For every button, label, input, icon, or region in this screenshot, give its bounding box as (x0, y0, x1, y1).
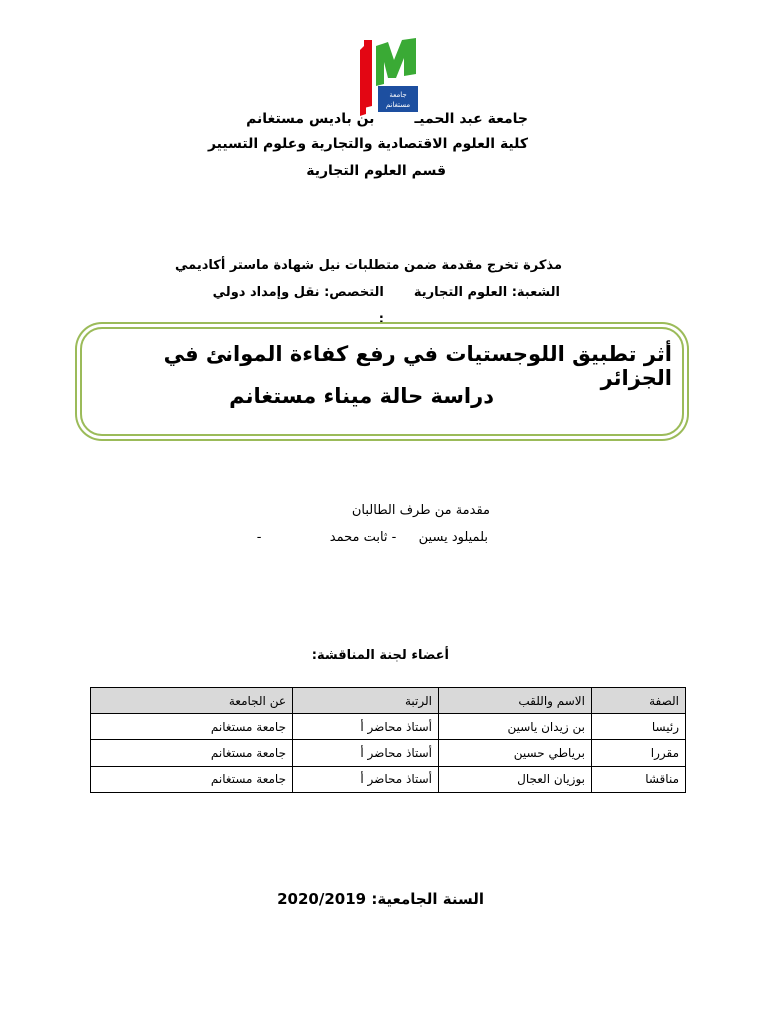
svg-text:مستغانم: مستغانم (385, 101, 411, 109)
table-row (91, 714, 686, 740)
list-dash: - (256, 530, 262, 545)
cell-rank: أستاذ محاضر أ (293, 740, 439, 766)
header-name: الاسم واللقب (439, 688, 592, 714)
cell-name: بوزيان العجال (439, 766, 592, 792)
university-name-part1: جامعة عبد الحميـ (414, 111, 528, 127)
cell-university: جامعة مستغانم (91, 740, 293, 766)
cell-name: بن زيدان ياسين (439, 714, 592, 740)
cell-university: جامعة مستغانم (91, 766, 293, 792)
cell-rank: أستاذ محاضر أ (293, 766, 439, 792)
cell-university: جامعة مستغانم (91, 714, 293, 740)
cell-role: رئيسا (592, 714, 686, 740)
presented-by-label: مقدمة من طرف الطالبان (351, 503, 490, 518)
branch-label: الشعبة: العلوم التجارية (413, 285, 560, 300)
cell-role: مقررا (592, 740, 686, 766)
academic-year: السنة الجامعية: 2020/2019 (277, 890, 484, 908)
table-header-row (91, 688, 686, 714)
university-name (228, 111, 528, 127)
colon-mark: : (378, 312, 384, 327)
header-university: عن الجامعة (91, 688, 293, 714)
faculty-name: كلية العلوم الاقتصادية والتجارية وعلوم التسيير (207, 136, 528, 152)
header-role: الصفة (592, 688, 686, 714)
svg-text:جامعة: جامعة (389, 91, 407, 99)
cell-rank: أستاذ محاضر أ (293, 714, 439, 740)
student-name-1: بلميلود يسين (418, 530, 488, 545)
department-name: قسم العلوم التجارية (306, 163, 446, 179)
students-line (248, 530, 488, 545)
university-name-part2: بن باديس مستغانم (246, 111, 375, 127)
thesis-subtitle: دراسة حالة ميناء مستغانم (229, 384, 494, 408)
cell-role: مناقشا (592, 766, 686, 792)
branch-specialty-line (160, 285, 560, 300)
cell-name: برياطي حسين (439, 740, 592, 766)
committee-label: أعضاء لجنة المناقشة: (311, 648, 449, 663)
university-logo (358, 36, 422, 118)
committee-table (90, 687, 686, 793)
student-name-2: - ثابت محمد (329, 530, 397, 545)
thesis-title: أثر تطبيق اللوجستيات في رفع كفاءة الموانئ في الجزائر (163, 342, 672, 390)
table-row (91, 740, 686, 766)
memo-description: مذكرة تخرج مقدمة ضمن متطلبات نيل شهادة ماستر أكاديمي (174, 258, 562, 273)
specialty-label: التخصص: نقل وإمداد دولي (212, 285, 384, 300)
header-rank: الرتبة (293, 688, 439, 714)
table-row (91, 766, 686, 792)
